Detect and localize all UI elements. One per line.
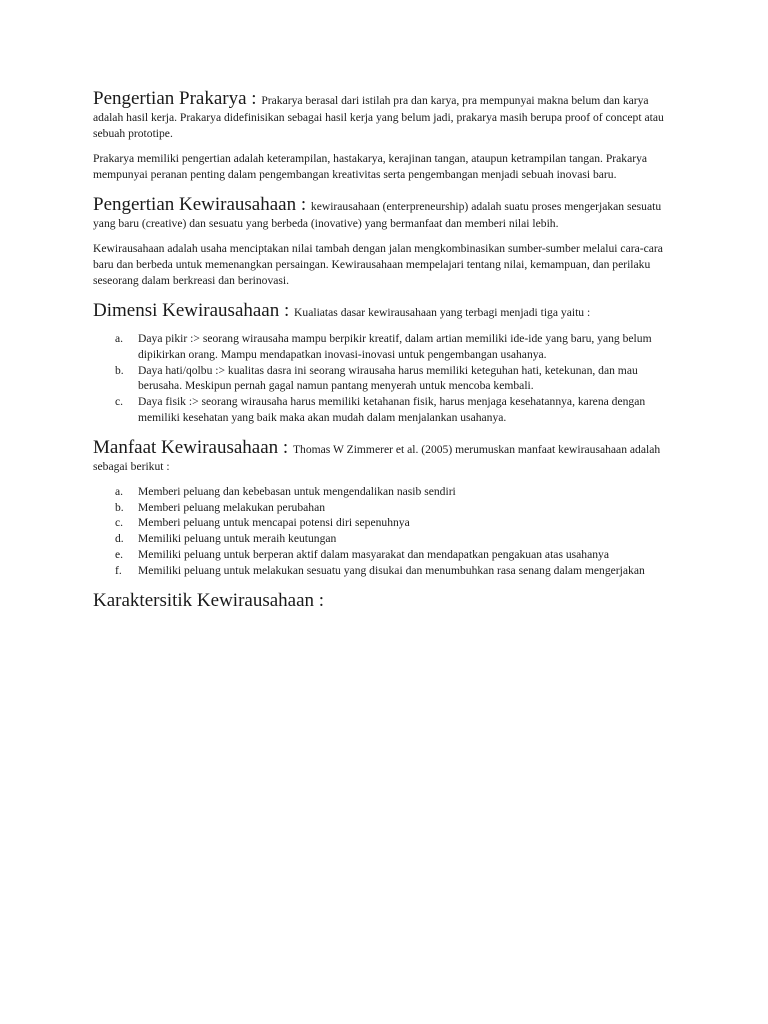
list-item-text: Daya fisik :> seorang wirausaha harus memiliki ketahanan fisik, harus menjaga kesehatannya, karena dengan memiliki kesehatan yang baik maka akan mudah dalam menjalankan usahanya.	[138, 395, 646, 424]
list-item	[93, 547, 678, 563]
heading-kewirausahaan: Pengertian Kewirausahaan :	[93, 194, 311, 215]
list-item-text: Memiliki peluang untuk meraih keutungan	[138, 532, 337, 546]
section-prakarya	[93, 88, 678, 183]
list-marker: a.	[115, 332, 124, 345]
heading-prakarya: Pengertian Prakarya :	[93, 88, 262, 109]
prakarya-definition: Prakarya berasal dari istilah pra dan karya, pra mempunyai makna belum dan karya adalah hasil kerja. Prakarya didefinisikan sebagai hasil kerja yang belum jadi, prakarya masih berupa proof of concept atau sebuah prototipe.	[93, 94, 664, 140]
list-item-text: Memiliki peluang untuk melakukan sesuatu yang disukai dan menumbuhkan rasa senang dalam mengerjakan	[138, 563, 645, 577]
list-item-text: Memberi peluang dan kebebasan untuk mengendalikan nasib sendiri	[138, 484, 456, 498]
prakarya-paragraph: Prakarya memiliki pengertian adalah keterampilan, hastakarya, kerajinan tangan, ataupun ketrampilan tangan. Prakarya mempunyai peranan penting dalam pengembangan kreativitas serta pengembangan menjadi sebuah inovasi baru.	[93, 152, 648, 181]
section-kewirausahaan	[93, 194, 678, 289]
section-dimensi	[93, 300, 678, 426]
list-item-text: Daya hati/qolbu :> kualitas dasra ini seorang wirausaha harus memiliki keteguhan hati, ketekunan, dan mau berusaha. Meskipun pernah gagal namun pantang menyerah untuk mencoba kembali.	[138, 363, 638, 393]
list-marker: a.	[115, 484, 124, 498]
document-content	[93, 88, 678, 612]
list-marker: e.	[115, 547, 124, 561]
list-marker: f.	[115, 563, 122, 577]
list-item	[93, 331, 678, 363]
list-marker: c.	[115, 516, 124, 530]
list-item	[93, 363, 678, 395]
list-marker: d.	[115, 532, 124, 546]
list-item	[93, 394, 678, 426]
list-item	[93, 484, 678, 500]
list-item-text: Daya pikir :> seorang wirausaha mampu berpikir kreatif, dalam artian memiliki ide-ide yang baru, yang belum dipikirkan orang. Mampu mendapatkan inovasi-inovasi untuk pengembangan usahanya.	[138, 332, 652, 361]
manfaat-list	[93, 484, 678, 579]
heading-manfaat: Manfaat Kewirausahaan :	[93, 436, 293, 458]
list-item	[93, 500, 678, 516]
heading-dimensi: Dimensi Kewirausahaan :	[93, 300, 295, 321]
list-marker: b.	[115, 500, 124, 514]
dimensi-list	[93, 331, 678, 426]
list-item	[93, 515, 678, 531]
list-item-text: Memberi peluang melakukan perubahan	[138, 500, 326, 514]
heading-karakteristik: Karaktersitik Kewirausahaan :	[93, 589, 325, 611]
list-item	[93, 563, 678, 579]
list-marker: c.	[115, 395, 124, 409]
list-item	[93, 531, 678, 547]
list-marker: b.	[115, 363, 124, 377]
section-karakteristik	[93, 590, 678, 612]
kewirausahaan-paragraph: Kewirausahaan adalah usaha menciptakan nilai tambah dengan jalan mengkombinasikan sumber-sumber melalui cara-cara baru dan berbeda untuk memenangkan persaingan. Kewirausahaan mempelajari tentang nilai, kemampuan, dan perilaku seseorang dalam berkreasi dan berinovasi.	[93, 242, 663, 287]
section-manfaat	[93, 437, 678, 579]
list-item-text: Memiliki peluang untuk berperan aktif dalam masyarakat dan mendapatkan pengakuan atas usahanya	[138, 547, 609, 561]
list-item-text: Memberi peluang untuk mencapai potensi diri sepenuhnya	[138, 516, 410, 530]
dimensi-intro: Kualiatas dasar kewirausahaan yang terbagi menjadi tiga yaitu :	[294, 306, 591, 319]
kewirausahaan-definition: kewirausahaan (enterpreneurship) adalah suatu proses mengerjakan sesuatu yang baru (creative) dan sesuatu yang berbeda (inovative) yang bermanfaat dan memberi nilai lebih.	[93, 200, 662, 230]
manfaat-intro: Thomas W Zimmerer et al. (2005) merumuskan manfaat kewirausahaan adalah sebagai berikut :	[93, 442, 661, 473]
